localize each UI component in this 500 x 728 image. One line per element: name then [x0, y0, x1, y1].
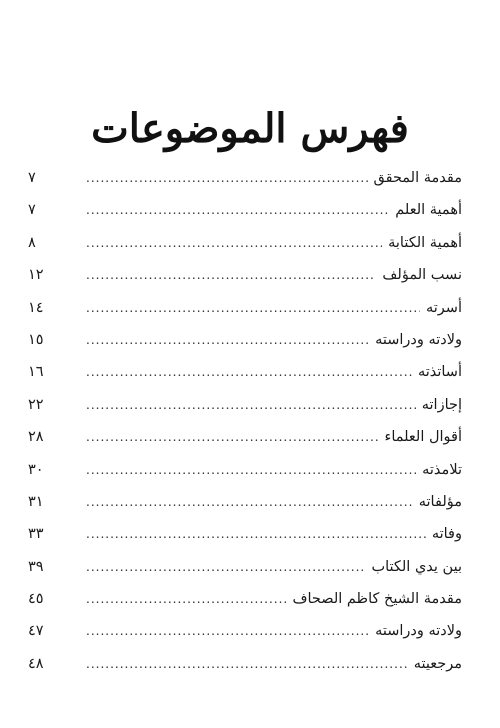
table-of-contents [28, 170, 462, 688]
leader-dots [86, 463, 416, 477]
toc-entry [28, 364, 462, 396]
toc-entry [28, 591, 462, 623]
toc-entry-label: وفاته [431, 526, 462, 543]
toc-entry-page: ١٤ [28, 299, 44, 316]
toc-entry-label: مقدمة المحقق [373, 170, 462, 186]
leader-dots [86, 171, 368, 185]
toc-entry-page: ٧ [28, 202, 36, 219]
toc-entry-label: أقوال العلماء [384, 429, 462, 446]
toc-entry [28, 656, 462, 688]
toc-entry [28, 170, 462, 202]
toc-entry-page: ٢٨ [28, 429, 44, 446]
toc-entry-label: ولادته ودراسته [375, 623, 462, 640]
leader-dots [86, 624, 369, 638]
toc-entry [28, 494, 462, 526]
toc-entry [28, 462, 462, 494]
leader-dots [86, 203, 389, 217]
toc-entry-label: بين يدي الكتاب [371, 558, 462, 575]
toc-entry-label: ولادته ودراسته [375, 331, 462, 348]
toc-entry-page: ٣٣ [28, 526, 44, 543]
toc-entry [28, 623, 462, 655]
toc-entry-page: ١٢ [28, 267, 44, 284]
toc-entry-page: ٨ [28, 234, 36, 251]
leader-dots [86, 657, 408, 671]
leader-dots [86, 495, 413, 509]
toc-entry-page: ٤٨ [28, 655, 44, 672]
toc-entry-page: ١٥ [28, 331, 44, 348]
toc-entry-label: مرجعيته [413, 655, 462, 672]
toc-entry-page: ٣١ [28, 493, 44, 510]
toc-entry-label: أهمية العلم [395, 202, 462, 219]
leader-dots [86, 398, 416, 412]
toc-entry-page: ٣٩ [28, 558, 44, 575]
toc-entry-page: ٧ [28, 170, 36, 186]
toc-entry-label: أهمية الكتابة [388, 234, 462, 251]
toc-entry-label: مقدمة الشيخ كاظم الصحاف [292, 591, 462, 608]
leader-dots [86, 592, 286, 606]
toc-entry-page: ١٦ [28, 364, 44, 381]
toc-entry [28, 559, 462, 591]
toc-entry [28, 235, 462, 267]
toc-entry [28, 397, 462, 429]
toc-entry-page: ٤٥ [28, 591, 44, 608]
leader-dots [86, 365, 412, 379]
leader-dots [86, 333, 369, 347]
toc-entry [28, 429, 462, 461]
toc-entry-page: ٢٢ [28, 396, 44, 413]
toc-entry [28, 332, 462, 364]
toc-entry [28, 267, 462, 299]
leader-dots [86, 268, 376, 282]
toc-entry-label: إجازاته [421, 396, 462, 413]
toc-entry-label: أسرته [426, 299, 462, 316]
toc-entry-page: ٤٧ [28, 623, 44, 640]
toc-entry-page: ٣٠ [28, 461, 44, 478]
toc-entry [28, 202, 462, 234]
toc-entry [28, 300, 462, 332]
toc-entry-label: مؤلفاته [418, 493, 462, 510]
page-title: فهرس الموضوعات [91, 104, 409, 152]
toc-entry [28, 526, 462, 558]
toc-entry-label: تلامذته [422, 461, 462, 478]
leader-dots [86, 236, 382, 250]
leader-dots [86, 560, 365, 574]
leader-dots [86, 301, 420, 315]
leader-dots [86, 430, 379, 444]
toc-entry-label: أساتذته [417, 364, 462, 381]
toc-entry-label: نسب المؤلف [382, 267, 462, 284]
leader-dots [86, 527, 426, 541]
